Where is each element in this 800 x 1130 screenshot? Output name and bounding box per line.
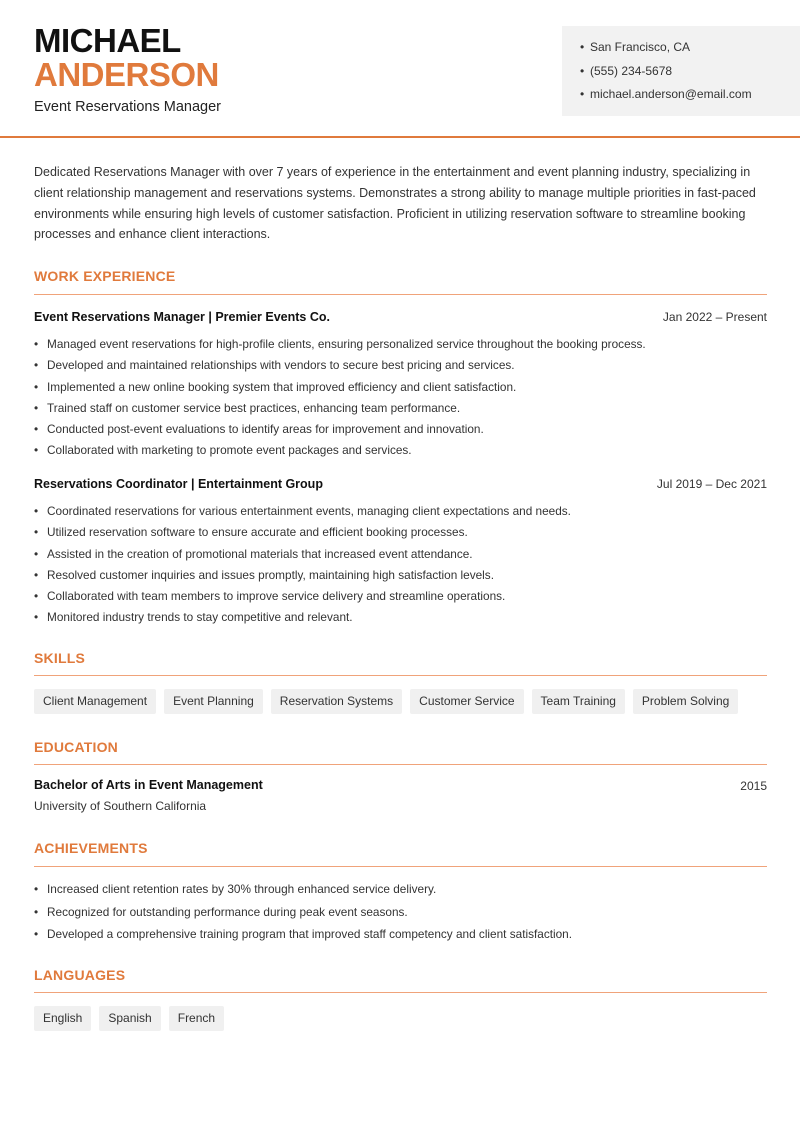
list-item: • Managed event reservations for high-profile clients, ensuring personalized service throughout the booking process.: [34, 336, 774, 357]
education-heading: EDUCATION: [34, 739, 118, 755]
skill-chip: Customer Service: [410, 689, 523, 714]
role-title: Reservations Coordinator | Entertainment Group: [34, 477, 323, 491]
role-dates: Jan 2022 – Present: [662, 310, 767, 324]
language-chip: English: [34, 1006, 91, 1031]
last-name: ANDERSON: [34, 56, 219, 93]
work-experience-heading: WORK EXPERIENCE: [34, 268, 176, 284]
degree: Bachelor of Arts in Event Management: [34, 778, 263, 792]
list-item: • Trained staff on customer service best practices, enhancing team performance.: [34, 400, 774, 421]
contact-email: [580, 86, 800, 110]
achievements-heading: ACHIEVEMENTS: [34, 840, 148, 856]
list-item: • Recognized for outstanding performance during peak event seasons.: [34, 904, 774, 927]
list-item: • Utilized reservation software to ensure accurate and efficient booking processes.: [34, 524, 774, 545]
skill-chip: Team Training: [532, 689, 625, 714]
first-name: MICHAEL: [34, 22, 181, 59]
section-divider: [34, 992, 767, 993]
list-item: • Monitored industry trends to stay competitive and relevant.: [34, 609, 774, 630]
list-item: • Developed a comprehensive training program that improved staff competency and client satisfaction.: [34, 926, 774, 949]
achievements-list: [34, 881, 774, 949]
contact-phone: [580, 63, 800, 87]
role-bullets: [34, 336, 774, 464]
summary-paragraph: Dedicated Reservations Manager with over 7 years of experience in the entertainment and event planning industry, specializing in client relationship management and reservations systems. Demonstrates a strong ability to manage multiple priorities in fast-paced environments while ensuring high levels of customer satisfaction. Proficient in utilizing reservation software to streamline booking processes and enhance client interactions.: [34, 165, 756, 242]
section-divider: [34, 294, 767, 295]
languages-heading: LANGUAGES: [34, 967, 126, 983]
skill-chip: Client Management: [34, 689, 156, 714]
role-bullets: [34, 503, 774, 631]
contact-location: [580, 39, 800, 63]
graduation-year: 2015: [740, 779, 767, 793]
phone-text: (555) 234-5678: [590, 63, 673, 78]
language-chip: French: [169, 1006, 224, 1031]
section-divider: [34, 764, 767, 765]
role-dates: Jul 2019 – Dec 2021: [656, 477, 767, 491]
skill-chip: Problem Solving: [633, 689, 738, 714]
bullet-icon: •: [580, 40, 585, 54]
job-title: Event Reservations Manager: [34, 99, 221, 115]
section-divider: [34, 866, 767, 867]
list-item: • Increased client retention rates by 30% through enhanced service delivery.: [34, 881, 774, 904]
languages-list: [34, 1006, 224, 1031]
role-title: Event Reservations Manager | Premier Events Co.: [34, 310, 330, 324]
skill-chip: Reservation Systems: [271, 689, 402, 714]
list-item: • Assisted in the creation of promotional materials that increased event attendance.: [34, 546, 774, 567]
list-item: • Resolved customer inquiries and issues promptly, maintaining high satisfaction levels.: [34, 567, 774, 588]
skill-chip: Event Planning: [164, 689, 263, 714]
list-item: • Developed and maintained relationships with vendors to secure best pricing and services.: [34, 357, 774, 378]
section-divider: [34, 675, 767, 676]
list-item: • Coordinated reservations for various entertainment events, managing client expectations and needs.: [34, 503, 774, 524]
skills-heading: SKILLS: [34, 650, 85, 666]
resume-header: [0, 0, 800, 138]
bullet-icon: •: [580, 63, 585, 78]
bullet-icon: •: [580, 87, 585, 101]
list-item: • Conducted post-event evaluations to identify areas for improvement and innovation.: [34, 421, 774, 442]
school: University of Southern California: [34, 799, 207, 813]
language-chip: Spanish: [99, 1006, 160, 1031]
location-text: San Francisco, CA: [590, 40, 691, 54]
list-item: • Collaborated with marketing to promote event packages and services.: [34, 442, 774, 463]
list-item: • Implemented a new online booking system that improved efficiency and client satisfaction.: [34, 379, 774, 400]
contact-box: [562, 26, 800, 116]
skills-list: [34, 689, 738, 714]
list-item: • Collaborated with team members to improve service delivery and streamline operations.: [34, 588, 774, 609]
email-text: michael.anderson@email.com: [590, 87, 752, 101]
